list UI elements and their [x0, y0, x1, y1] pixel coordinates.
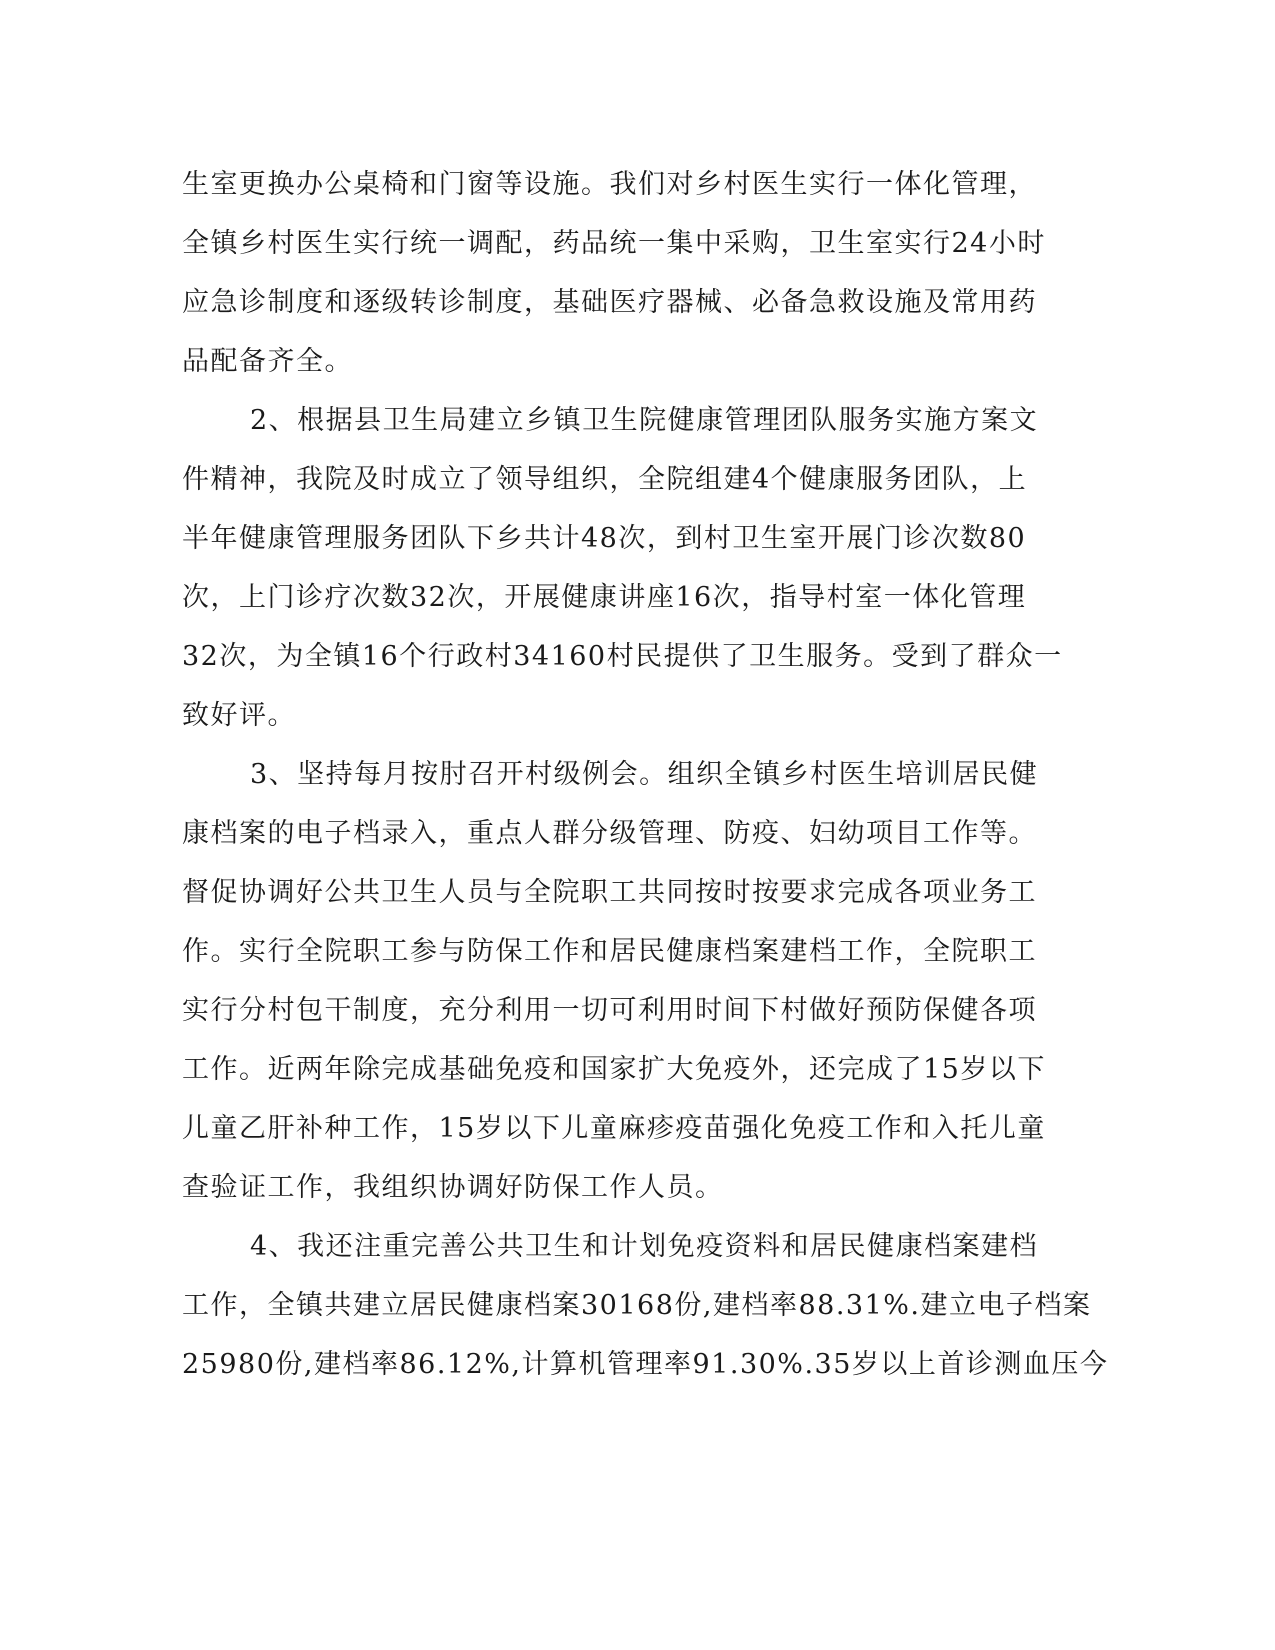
text-line: 应急诊制度和逐级转诊制度，基础医疗器械、必备急救设施及常用药 — [182, 287, 1037, 318]
text-line: 督促协调好公共卫生人员与全院职工共同按时按要求完成各项业务工 — [182, 877, 1037, 908]
text-line: 儿童乙肝补种工作，15岁以下儿童麻疹疫苗强化免疫工作和入托儿童 — [182, 1113, 1046, 1144]
text-line: 实行分村包干制度，充分利用一切可利用时间下村做好预防保健各项 — [182, 995, 1037, 1026]
text-line: 工作。近两年除完成基础免疫和国家扩大免疫外，还完成了15岁以下 — [182, 1054, 1046, 1085]
text-line: 25980份,建档率86.12%,计算机管理率91.30%.35岁以上首诊测血压今 — [182, 1349, 1109, 1380]
text-line: 件精神，我院及时成立了领导组织，全院组建4个健康服务团队，上 — [182, 464, 1028, 495]
text-line: 32次，为全镇16个行政村34160村民提供了卫生服务。受到了群众一 — [182, 641, 1063, 672]
text-line: 半年健康管理服务团队下乡共计48次，到村卫生室开展门诊次数80 — [182, 523, 1027, 554]
text-line: 全镇乡村医生实行统一调配，药品统一集中采购，卫生室实行24小时 — [182, 228, 1046, 259]
text-line: 康档案的电子档录入，重点人群分级管理、防疫、妇幼项目工作等。 — [182, 818, 1037, 849]
text-line: 查验证工作，我组织协调好防保工作人员。 — [182, 1172, 724, 1203]
paragraph-start-line: 4、我还注重完善公共卫生和计划免疫资料和居民健康档案建档 — [250, 1231, 1039, 1262]
text-line: 次，上门诊疗次数32次，开展健康讲座16次，指导村室一体化管理 — [182, 582, 1027, 613]
paragraph-start-line: 2、根据县卫生局建立乡镇卫生院健康管理团队服务实施方案文 — [250, 405, 1039, 436]
paragraph-start-line: 3、坚持每月按肘召开村级例会。组织全镇乡村医生培训居民健 — [250, 759, 1039, 790]
text-line: 品配备齐全。 — [182, 346, 353, 377]
text-line: 致好评。 — [182, 700, 296, 731]
text-line: 工作，全镇共建立居民健康档案30168份,建档率88.31%.建立电子档案 — [182, 1290, 1092, 1321]
document-body — [182, 155, 1109, 1394]
text-line: 作。实行全院职工参与防保工作和居民健康档案建档工作，全院职工 — [182, 936, 1037, 967]
text-line: 生室更换办公桌椅和门窗等设施。我们对乡村医生实行一体化管理， — [182, 169, 1037, 200]
